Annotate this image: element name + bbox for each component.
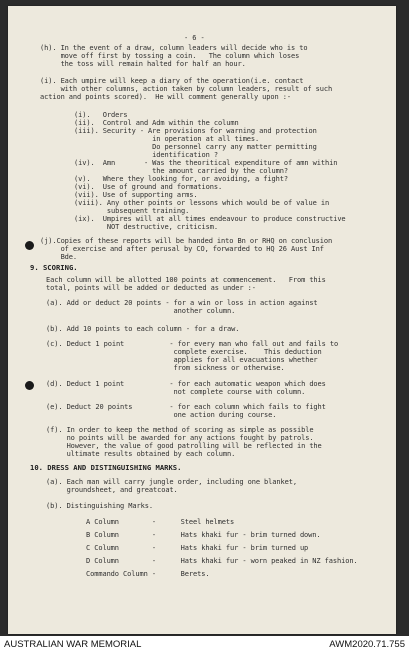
distinguishing-mark-row: A Column - Steel helmets <box>86 518 235 526</box>
paragraphs-h-line: move off first by tossing a coin. The column which loses <box>40 52 300 60</box>
distinguishing-mark-row: C Column - Hats khaki fur - brim turned up <box>86 544 309 552</box>
footer-bar <box>0 636 409 653</box>
paragraphs-i-list-line: subsequent training. <box>74 207 190 215</box>
scoring-f-line: (f). In order to keep the method of scoring as simple as possible <box>46 426 314 434</box>
paragraphs-i-list-line: (iii). Security - Are provisions for warning and protection <box>74 127 317 135</box>
paragraphs-i-line: with other columns, action taken by column leaders, result of such <box>40 85 333 93</box>
distinguishing-mark-row: Commando Column - Berets. <box>86 570 210 578</box>
scoring-c-line: from sickness or otherwise. <box>46 364 285 372</box>
paragraphs-i-list-line: (ii). Control and Adm within the column <box>74 119 239 127</box>
distinguishing-mark-row: D Column - Hats khaki fur - worn peaked in NZ fashion. <box>86 557 358 565</box>
paragraphs-h-line: (h). In the event of a draw, column leaders will decide who is to <box>40 44 308 52</box>
dress-b-heading-line: (b). Distinguishing Marks. <box>46 502 153 510</box>
scoring-c-line: applies for all evacuations whether <box>46 356 318 364</box>
scoring-a-line: another column. <box>46 307 236 315</box>
document-page <box>8 6 396 634</box>
scoring-f-line: ultimate results obtained by each column. <box>46 450 236 458</box>
paragraphs-i-list-line: (iv). Amn - Was the theoritical expenditure of amn within <box>74 159 338 167</box>
scoring-b-line: (b). Add 10 points to each column - for a draw. <box>46 325 240 333</box>
footer-source: AUSTRALIAN WAR MEMORIAL <box>4 639 142 650</box>
punch-hole-top <box>25 241 34 250</box>
scoring-e-line: (e). Deduct 20 points - for each column which fails to fight <box>46 403 326 411</box>
scoring-f-line: However, the value of good patrolling will be reflected in the <box>46 442 322 450</box>
paragraphs-j-line: (j).Copies of these reports will be handed into Bn or RHQ on conclusion <box>40 237 333 245</box>
dress-heading-line: 10. DRESS AND DISTINGUISHING MARKS. <box>30 463 182 472</box>
scoring-e-line: one action during course. <box>46 411 277 419</box>
distinguishing-mark-row: B Column - Hats khaki fur - brim turned down. <box>86 531 321 539</box>
scoring-d-line: not complete course with column. <box>46 388 306 396</box>
footer-accession: AWM2020.71.755 <box>329 639 405 650</box>
paragraphs-i-list-line: (vi). Use of ground and formations. <box>74 183 223 191</box>
scoring-a-line: (a). Add or deduct 20 points - for a win or loss in action against <box>46 299 318 307</box>
scoring-heading-line: 9. SCORING. <box>30 263 78 272</box>
paragraphs-j-line: of exercise and after perusal by CO, forwarded to HQ 26 Aust Inf <box>40 245 324 253</box>
scoring-c-line: complete exercise. This deduction <box>46 348 322 356</box>
scoring-intro-line: total, points will be added or deducted as under :- <box>46 284 256 292</box>
paragraphs-i-list-line: (viii). Any other points or lessons which would be of value in <box>74 199 330 207</box>
paragraphs-i-line: action and points scored). He will comment generally upon :- <box>40 93 291 101</box>
paragraphs-j-line: Bde. <box>40 253 78 261</box>
dress-a-line: (a). Each man will carry jungle order, including one blanket, <box>46 478 297 486</box>
scoring-c-line: (c). Deduct 1 point - for every man who fall out and fails to <box>46 340 339 348</box>
paragraphs-i-list-line: (ix). Umpires will at all times endeavour to produce constructive <box>74 215 346 223</box>
paragraphs-i-list-line: NOT destructive, criticism. <box>74 223 219 231</box>
page-number: - 6 - <box>184 34 205 42</box>
paragraphs-i-list-line: (i). Orders <box>74 111 128 119</box>
paragraphs-h-line: the toss will remain halted for half an hour. <box>40 60 246 68</box>
punch-hole-bottom <box>25 381 34 390</box>
paragraphs-i-list-line: in operation at all times. <box>74 135 260 143</box>
scoring-f-line: no points will be awarded for any actions fought by patrols. <box>46 434 314 442</box>
paragraphs-i-list-line: (v). Where they looking for, or avoiding, a fight? <box>74 175 288 183</box>
scoring-intro-line: Each column will be allotted 100 points at commencement. From this <box>46 276 326 284</box>
paragraphs-i-list-line: the amount carried by the column? <box>74 167 288 175</box>
paragraphs-i-list-line: identification ? <box>74 151 219 159</box>
paragraphs-i-list-line: Do personnel carry any matter permitting <box>74 143 317 151</box>
scoring-d-line: (d). Deduct 1 point - for each automatic weapon which does <box>46 380 326 388</box>
paragraphs-i-list-line: (vii). Use of supporting arms. <box>74 191 198 199</box>
dress-a-line: groundsheet, and greatcoat. <box>46 486 178 494</box>
paragraphs-i-line: (i). Each umpire will keep a diary of the operation(i.e. contact <box>40 77 304 85</box>
